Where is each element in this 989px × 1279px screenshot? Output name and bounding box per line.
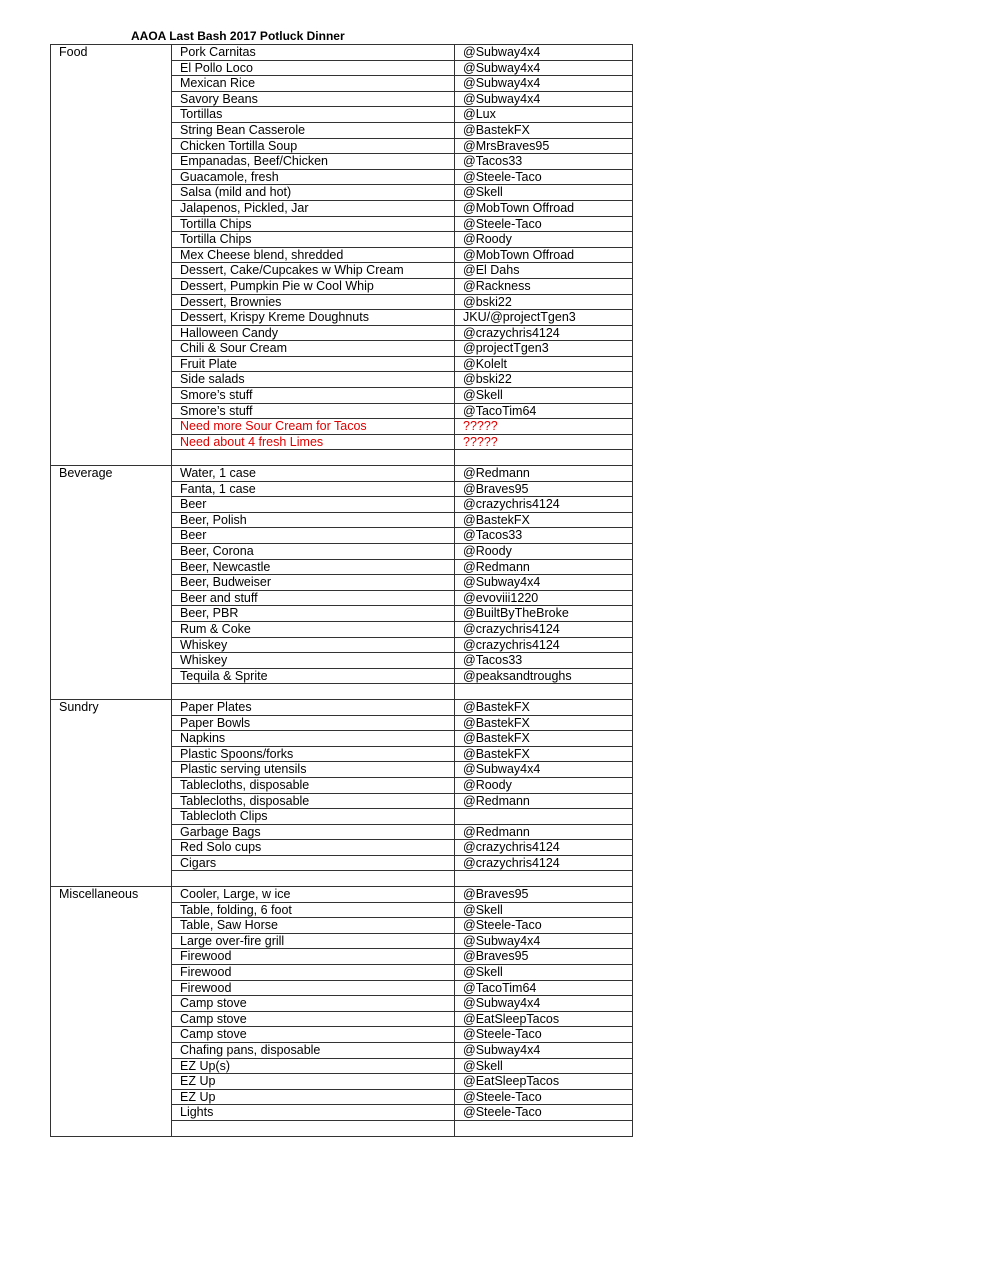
category-label: Sundry (59, 699, 99, 714)
item-cell: Dessert, Cake/Cupcakes w Whip Cream (172, 263, 455, 279)
contributor-cell (455, 450, 633, 466)
contributor-cell: @Subway4x4 (455, 1043, 633, 1059)
item-cell: Camp stove (172, 1027, 455, 1043)
contributor-cell: @Steele-Taco (455, 169, 633, 185)
contributor-cell: @MobTown Offroad (455, 200, 633, 216)
contributor-cell: @Skell (455, 1058, 633, 1074)
contributor-cell: @Subway4x4 (455, 60, 633, 76)
contributor-cell: @crazychris4124 (455, 497, 633, 513)
contributor-cell: @Braves95 (455, 887, 633, 903)
contributor-cell: @BastekFX (455, 746, 633, 762)
category-label: Beverage (59, 466, 113, 481)
item-cell (172, 450, 455, 466)
item-cell: Lights (172, 1105, 455, 1121)
contributor-cell: @Redmann (455, 793, 633, 809)
item-cell: Plastic serving utensils (172, 762, 455, 778)
contributor-cell: @evoviii1220 (455, 590, 633, 606)
category-cell (51, 699, 172, 886)
potluck-table-body (51, 45, 633, 1137)
contributor-cell: ????? (455, 419, 633, 435)
item-cell: Mexican Rice (172, 76, 455, 92)
contributor-cell: @crazychris4124 (455, 637, 633, 653)
item-cell: Chafing pans, disposable (172, 1043, 455, 1059)
item-cell: Tablecloths, disposable (172, 793, 455, 809)
item-cell: Guacamole, fresh (172, 169, 455, 185)
item-cell: Dessert, Krispy Kreme Doughnuts (172, 310, 455, 326)
category-cell (51, 887, 172, 1137)
contributor-cell: @Roody (455, 232, 633, 248)
contributor-cell (455, 809, 633, 825)
item-cell: Jalapenos, Pickled, Jar (172, 200, 455, 216)
item-cell: EZ Up (172, 1089, 455, 1105)
contributor-cell: @Steele-Taco (455, 1089, 633, 1105)
item-cell: Tortilla Chips (172, 232, 455, 248)
contributor-cell: @Braves95 (455, 949, 633, 965)
item-cell: Beer, Newcastle (172, 559, 455, 575)
contributor-cell: @Redmann (455, 559, 633, 575)
contributor-cell: @BastekFX (455, 512, 633, 528)
item-cell: Pork Carnitas (172, 45, 455, 61)
item-cell: Fanta, 1 case (172, 481, 455, 497)
contributor-cell: @Subway4x4 (455, 91, 633, 107)
item-cell: Camp stove (172, 1011, 455, 1027)
item-cell: Cigars (172, 855, 455, 871)
category-cell (51, 466, 172, 700)
contributor-cell: @Skell (455, 965, 633, 981)
contributor-cell: @Redmann (455, 824, 633, 840)
item-cell: Cooler, Large, w ice (172, 887, 455, 903)
item-cell: Firewood (172, 965, 455, 981)
contributor-cell: @Steele-Taco (455, 1105, 633, 1121)
item-cell: El Pollo Loco (172, 60, 455, 76)
contributor-cell: @BastekFX (455, 715, 633, 731)
contributor-cell: @BastekFX (455, 731, 633, 747)
category-label: Miscellaneous (59, 887, 139, 902)
item-cell: EZ Up(s) (172, 1058, 455, 1074)
contributor-cell: @Tacos33 (455, 653, 633, 669)
item-cell: Beer and stuff (172, 590, 455, 606)
item-cell: Beer (172, 497, 455, 513)
contributor-cell: @Subway4x4 (455, 76, 633, 92)
item-cell: Napkins (172, 731, 455, 747)
contributor-cell: @Roody (455, 777, 633, 793)
contributor-cell: @EatSleepTacos (455, 1074, 633, 1090)
contributor-cell: @Subway4x4 (455, 996, 633, 1012)
contributor-cell (455, 1120, 633, 1136)
item-cell: Paper Plates (172, 699, 455, 715)
contributor-cell: @Skell (455, 185, 633, 201)
contributor-cell: @TacoTim64 (455, 403, 633, 419)
contributor-cell: @crazychris4124 (455, 621, 633, 637)
contributor-cell: ????? (455, 434, 633, 450)
item-cell: Savory Beans (172, 91, 455, 107)
contributor-cell: @MobTown Offroad (455, 247, 633, 263)
item-cell: Firewood (172, 980, 455, 996)
item-cell: Smore’s stuff (172, 403, 455, 419)
document-title: AAOA Last Bash 2017 Potluck Dinner (131, 29, 345, 43)
item-cell: Tortillas (172, 107, 455, 123)
item-cell: Beer, Corona (172, 544, 455, 560)
item-cell (172, 684, 455, 700)
table-row (51, 466, 633, 482)
item-cell: Halloween Candy (172, 325, 455, 341)
contributor-cell: @EatSleepTacos (455, 1011, 633, 1027)
potluck-table (50, 44, 633, 1137)
item-cell: Red Solo cups (172, 840, 455, 856)
contributor-cell: @Skell (455, 388, 633, 404)
item-cell: Tablecloth Clips (172, 809, 455, 825)
contributor-cell: @Kolelt (455, 356, 633, 372)
table-row (51, 887, 633, 903)
contributor-cell: @bski22 (455, 372, 633, 388)
contributor-cell: @Braves95 (455, 481, 633, 497)
contributor-cell: @El Dahs (455, 263, 633, 279)
item-cell: Garbage Bags (172, 824, 455, 840)
contributor-cell (455, 684, 633, 700)
contributor-cell: @BastekFX (455, 122, 633, 138)
contributor-cell: @Steele-Taco (455, 216, 633, 232)
contributor-cell: @bski22 (455, 294, 633, 310)
item-cell: Chili & Sour Cream (172, 341, 455, 357)
item-cell: Tortilla Chips (172, 216, 455, 232)
contributor-cell: @Subway4x4 (455, 45, 633, 61)
item-cell: EZ Up (172, 1074, 455, 1090)
category-cell (51, 45, 172, 466)
contributor-cell: @Redmann (455, 466, 633, 482)
contributor-cell: @crazychris4124 (455, 325, 633, 341)
contributor-cell: @Tacos33 (455, 528, 633, 544)
item-cell: Whiskey (172, 653, 455, 669)
item-cell: Side salads (172, 372, 455, 388)
contributor-cell (455, 871, 633, 887)
contributor-cell: @Steele-Taco (455, 918, 633, 934)
item-cell: Chicken Tortilla Soup (172, 138, 455, 154)
item-cell: Beer (172, 528, 455, 544)
item-cell: Empanadas, Beef/Chicken (172, 154, 455, 170)
item-cell: Paper Bowls (172, 715, 455, 731)
item-cell: Plastic Spoons/forks (172, 746, 455, 762)
item-cell: Rum & Coke (172, 621, 455, 637)
item-cell: Beer, Budweiser (172, 575, 455, 591)
item-cell (172, 1120, 455, 1136)
table-row (51, 45, 633, 61)
item-cell: String Bean Casserole (172, 122, 455, 138)
item-cell: Beer, PBR (172, 606, 455, 622)
item-cell: Whiskey (172, 637, 455, 653)
contributor-cell: @crazychris4124 (455, 855, 633, 871)
item-cell (172, 871, 455, 887)
item-cell: Beer, Polish (172, 512, 455, 528)
contributor-cell: @peaksandtroughs (455, 668, 633, 684)
item-cell: Large over-fire grill (172, 933, 455, 949)
contributor-cell: @Subway4x4 (455, 575, 633, 591)
contributor-cell: @Tacos33 (455, 154, 633, 170)
item-cell: Need about 4 fresh Limes (172, 434, 455, 450)
contributor-cell: @Roody (455, 544, 633, 560)
contributor-cell: @projectTgen3 (455, 341, 633, 357)
item-cell: Table, folding, 6 foot (172, 902, 455, 918)
contributor-cell: @BuiltByTheBroke (455, 606, 633, 622)
item-cell: Tablecloths, disposable (172, 777, 455, 793)
item-cell: Dessert, Brownies (172, 294, 455, 310)
contributor-cell: @Steele-Taco (455, 1027, 633, 1043)
contributor-cell: @Subway4x4 (455, 762, 633, 778)
item-cell: Smore’s stuff (172, 388, 455, 404)
contributor-cell: @MrsBraves95 (455, 138, 633, 154)
item-cell: Tequila & Sprite (172, 668, 455, 684)
item-cell: Mex Cheese blend, shredded (172, 247, 455, 263)
item-cell: Camp stove (172, 996, 455, 1012)
category-label: Food (59, 45, 88, 59)
contributor-cell: @TacoTim64 (455, 980, 633, 996)
contributor-cell: @Lux (455, 107, 633, 123)
item-cell: Salsa (mild and hot) (172, 185, 455, 201)
table-row (51, 699, 633, 715)
item-cell: Fruit Plate (172, 356, 455, 372)
contributor-cell: JKU/@projectTgen3 (455, 310, 633, 326)
item-cell: Dessert, Pumpkin Pie w Cool Whip (172, 278, 455, 294)
contributor-cell: @Subway4x4 (455, 933, 633, 949)
item-cell: Table, Saw Horse (172, 918, 455, 934)
item-cell: Water, 1 case (172, 466, 455, 482)
contributor-cell: @Rackness (455, 278, 633, 294)
contributor-cell: @BastekFX (455, 699, 633, 715)
contributor-cell: @crazychris4124 (455, 840, 633, 856)
contributor-cell: @Skell (455, 902, 633, 918)
item-cell: Firewood (172, 949, 455, 965)
item-cell: Need more Sour Cream for Tacos (172, 419, 455, 435)
